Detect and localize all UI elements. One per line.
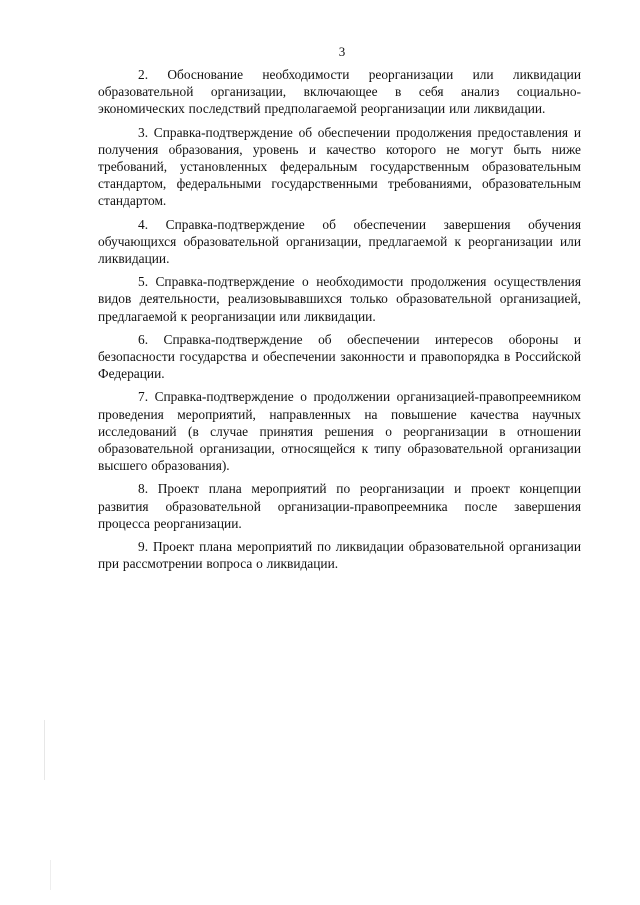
paragraph-item-9: 9. Проект плана мероприятий по ликвидации образовательной организации при рассмотрении вопроса о ликвидации.: [98, 539, 581, 572]
paragraph-item-7: 7. Справка-подтверждение о продолжении организацией-правопреемником проведения мероприятий, направленных на повышение качества научных исследований (в случае принятия решения о реорганизации в отношении образовательной организации, относящейся к типу образовательной организации высшего образования).: [98, 389, 581, 474]
scan-artifact-mark: [44, 720, 45, 780]
paragraph-item-2: 2. Обоснование необходимости реорганизации или ликвидации образовательной организации, включающее в себя анализ социально-экономических последствий предполагаемой реорганизации или ликвидации.: [98, 67, 581, 117]
paragraph-item-6: 6. Справка-подтверждение об обеспечении интересов обороны и безопасности государства и обеспечении законности и правопорядка в Российской Федерации.: [98, 331, 581, 382]
page-number: 3: [338, 44, 346, 59]
paragraph-item-8: 8. Проект плана мероприятий по реорганизации и проект концепции развития образовательной организации-правопреемника после завершения процесса реорганизации.: [98, 481, 581, 531]
paragraph-item-5: 5. Справка-подтверждение о необходимости продолжения осуществления видов деятельности, реализовывавшихся только образовательной организацией, предлагаемой к реорганизации или ликвидации.: [98, 274, 581, 324]
document-body: [98, 66, 581, 578]
scan-artifact-mark: [50, 860, 51, 890]
paragraph-item-3: 3. Справка-подтверждение об обеспечении продолжения предоставления и получения образования, уровень и качество которого не могут быть ниже требований, установленных федеральным государственным образовательным стандартом, федеральными государственными требованиями, образовательным стандартом.: [98, 124, 581, 209]
paragraph-item-4: 4. Справка-подтверждение об обеспечении завершения обучения обучающихся образовательной организации, предлагаемой к реорганизации или ликвидации.: [98, 216, 581, 267]
